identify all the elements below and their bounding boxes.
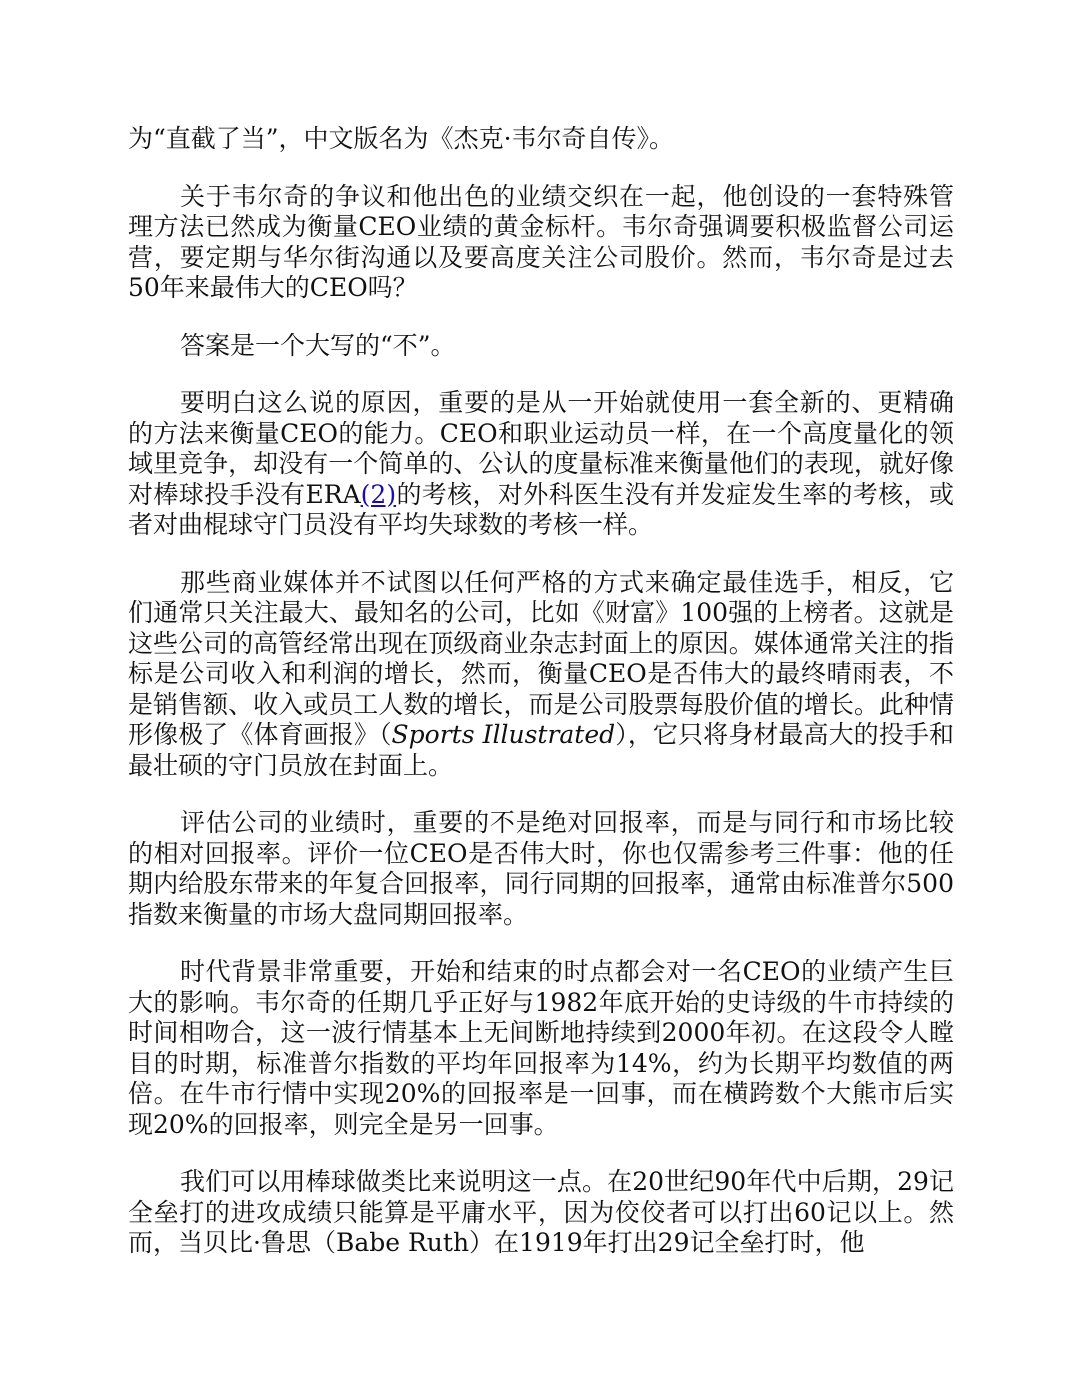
paragraph-5 (128, 568, 954, 782)
paragraph-text: 要明白这么说的原因，重要的是从一开始就使用一套全新的、更精确的方法来衡量CEO的能力。CEO和职业运动员一样，在一个高度量化的领域里竞争，却没有一个简单的、公认的度量标准来衡量他们的表现，就好像对棒球投手没有ERA (128, 388, 954, 509)
paragraph-text: ），它只将身材最高大的投手和最壮硕的守门员放在封面上。 (128, 720, 954, 780)
paragraph-4 (128, 388, 954, 541)
paragraph-8 (128, 1167, 954, 1259)
paragraph-text: 评估公司的业绩时，重要的不是绝对回报率，而是与同行和市场比较的相对回报率。评价一位CEO是否伟大时，你也仅需参考三件事：他的任期内给股东带来的年复合回报率，同行同期的回报率，通常由标准普尔500指数来衡量的市场大盘同期回报率。 (128, 808, 954, 929)
paragraph-text: 答案是一个大写的“不”。 (180, 330, 456, 360)
paragraph-text: 为“直截了当”，中文版名为《杰克·韦尔奇自传》。 (128, 124, 675, 153)
paragraph-text: 那些商业媒体并不试图以任何严格的方式来确定最佳选手，相反，它们通常只关注最大、最知名的公司，比如《财富》100强的上榜者。这就是这些公司的高管经常出现在顶级商业杂志封面上的原因。媒体通常关注的指标是公司收入和利润的增长，然而，衡量CEO是否伟大的最终晴雨表，不是销售额、收入或员工人数的增长，而是公司股票每股价值的增长。此种情形像极了《体育画报》（ (128, 567, 954, 749)
paragraph-2 (128, 182, 954, 304)
paragraph-1 (128, 124, 954, 155)
paragraph-7 (128, 957, 954, 1140)
paragraph-3 (128, 331, 954, 362)
paragraph-text: 时代背景非常重要，开始和结束的时点都会对一名CEO的业绩产生巨大的影响。韦尔奇的任期几乎正好与1982年底开始的史诗级的牛市持续的时间相吻合，这一波行情基本上无间断地持续到2000年初。在这段令人瞠目的时期，标准普尔指数的平均年回报率为14%，约为长期平均数值的两倍。在牛市行情中实现20%的回报率是一回事，而在横跨数个大熊市后实现20%的回报率，则完全是另一回事。 (128, 957, 954, 1139)
italic-title: Sports Illustrated (391, 720, 616, 749)
footnote-link[interactable]: (2) (360, 479, 397, 509)
paragraph-6 (128, 808, 954, 930)
paragraph-text: 关于韦尔奇的争议和他出色的业绩交织在一起，他创设的一套特殊管理方法已然成为衡量CEO业绩的黄金标杆。韦尔奇强调要积极监督公司运营，要定期与华尔街沟通以及要高度关注公司股价。然而，韦尔奇是过去50年来最伟大的CEO吗？ (128, 181, 954, 302)
paragraph-text: 的考核，对外科医生没有并发症发生率的考核，或者对曲棍球守门员没有平均失球数的考核一样。 (128, 479, 954, 539)
paragraph-text: 我们可以用棒球做类比来说明这一点。在20世纪90年代中后期，29记全垒打的进攻成绩只能算是平庸水平，因为佼佼者可以打出60记以上。然而，当贝比·鲁思（Babe Ruth）在1919年打出29记全垒打时，他 (128, 1167, 954, 1257)
document-page (128, 124, 954, 1286)
